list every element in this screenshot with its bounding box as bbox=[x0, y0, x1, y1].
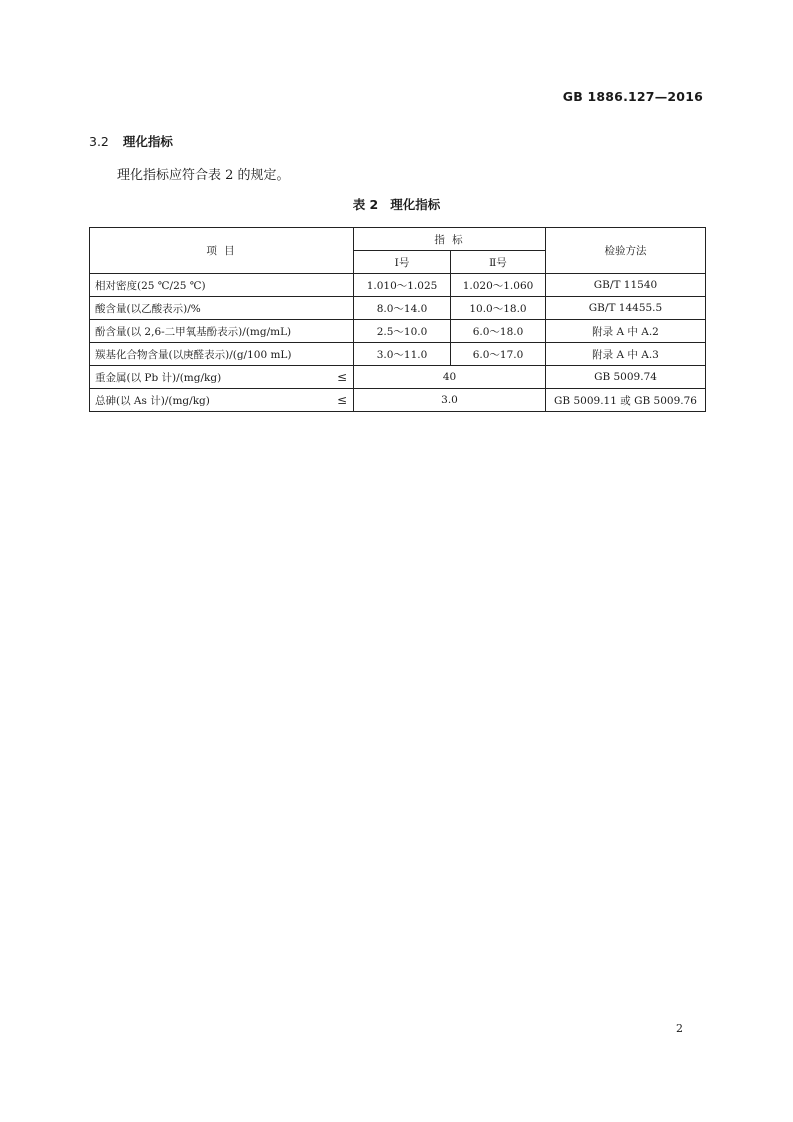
row-grade-1: 2.5～10.0 bbox=[354, 320, 451, 343]
header-indicator: 指 标 bbox=[354, 228, 546, 251]
table-row bbox=[90, 320, 706, 343]
row-method: GB/T 11540 bbox=[546, 274, 706, 297]
less-equal-symbol: ≤ bbox=[336, 393, 347, 407]
row-method: GB/T 14455.5 bbox=[546, 297, 706, 320]
row-grade-2: 6.0～17.0 bbox=[451, 343, 546, 366]
row-method: GB 5009.74 bbox=[546, 366, 706, 389]
section-heading bbox=[89, 132, 173, 150]
table-row bbox=[90, 389, 706, 412]
table-caption-title: 理化指标 bbox=[390, 197, 441, 212]
row-grade-1: 8.0～14.0 bbox=[354, 297, 451, 320]
row-merged-value: 3.0 bbox=[354, 389, 546, 412]
row-method: 附录 A 中 A.3 bbox=[546, 343, 706, 366]
row-item: 酚含量(以 2,6-二甲氧基酚表示)/(mg/mL) bbox=[90, 320, 354, 343]
table-header-row bbox=[90, 228, 706, 251]
row-item: 酸含量(以乙酸表示)/% bbox=[90, 297, 354, 320]
table-row bbox=[90, 297, 706, 320]
row-method: GB 5009.11 或 GB 5009.76 bbox=[546, 389, 706, 412]
table-row bbox=[90, 366, 706, 389]
header-grade-1: Ⅰ号 bbox=[354, 251, 451, 274]
row-grade-1: 1.010～1.025 bbox=[354, 274, 451, 297]
row-grade-2: 10.0～18.0 bbox=[451, 297, 546, 320]
header-method: 检验方法 bbox=[546, 228, 706, 274]
section-title: 理化指标 bbox=[122, 134, 173, 149]
section-number: 3.2 bbox=[89, 134, 109, 149]
table-caption bbox=[0, 195, 793, 213]
row-grade-2: 1.020～1.060 bbox=[451, 274, 546, 297]
spec-table bbox=[89, 227, 706, 412]
row-grade-2: 6.0～18.0 bbox=[451, 320, 546, 343]
row-item: 总砷(以 As 计)/(mg/kg) ≤ bbox=[90, 389, 354, 412]
row-item: 羰基化合物含量(以庚醛表示)/(g/100 mL) bbox=[90, 343, 354, 366]
header-grade-2: Ⅱ号 bbox=[451, 251, 546, 274]
less-equal-symbol: ≤ bbox=[336, 370, 347, 384]
row-item: 相对密度(25 ℃/25 ℃) bbox=[90, 274, 354, 297]
table-caption-label: 表 2 bbox=[352, 197, 379, 212]
row-item: 重金属(以 Pb 计)/(mg/kg) ≤ bbox=[90, 366, 354, 389]
table-row bbox=[90, 274, 706, 297]
row-merged-value: 40 bbox=[354, 366, 546, 389]
header-item: 项 目 bbox=[90, 228, 354, 274]
standard-number: GB 1886.127—2016 bbox=[562, 89, 703, 104]
page-number: 2 bbox=[676, 1022, 683, 1035]
row-grade-1: 3.0～11.0 bbox=[354, 343, 451, 366]
table-row bbox=[90, 343, 706, 366]
row-method: 附录 A 中 A.2 bbox=[546, 320, 706, 343]
section-paragraph: 理化指标应符合表 2 的规定。 bbox=[117, 168, 290, 183]
